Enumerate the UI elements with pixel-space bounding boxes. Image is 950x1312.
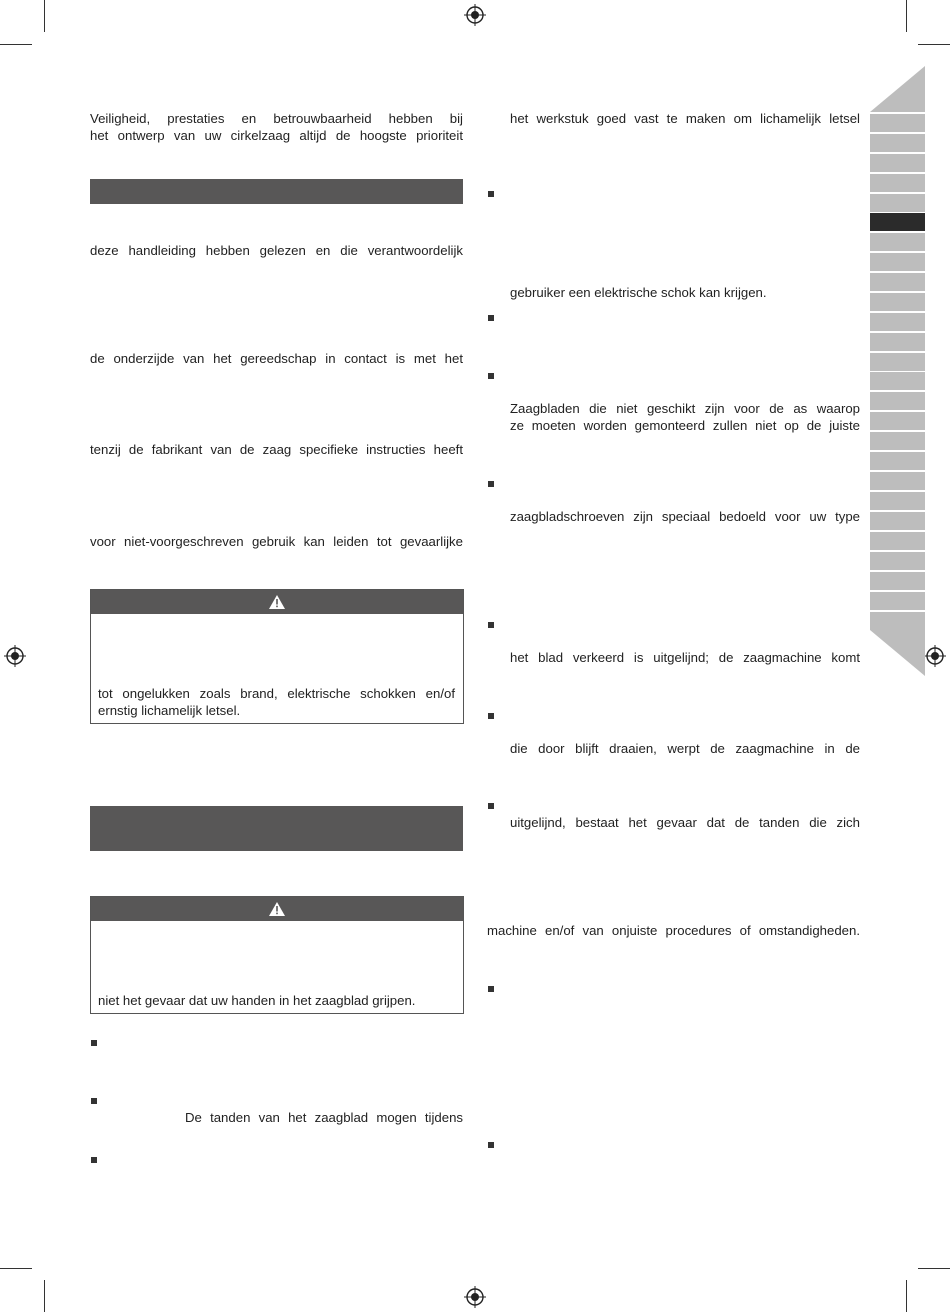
crop-mark	[0, 1268, 32, 1269]
language-tab	[870, 194, 925, 212]
square-bullet-icon	[488, 315, 494, 321]
crop-mark	[44, 1280, 45, 1312]
square-bullet-icon	[91, 1098, 97, 1104]
language-tab	[870, 333, 925, 351]
square-bullet-icon	[488, 1142, 494, 1148]
body-text: gebruiker een elektrische schok kan krijgen.	[510, 285, 767, 300]
language-tab	[870, 114, 925, 132]
warning-triangle-icon	[268, 901, 286, 917]
warning-box	[90, 589, 464, 724]
body-text: uitgelijnd, bestaat het gevaar dat de tanden die zich	[510, 815, 860, 830]
language-tab	[870, 612, 925, 630]
warning-text: niet het gevaar dat uw handen in het zaagblad grijpen.	[98, 993, 416, 1008]
language-tab	[870, 353, 925, 371]
body-text: het werkstuk goed vast te maken om lichamelijk letsel	[510, 111, 860, 126]
body-text: ze moeten worden gemonteerd zullen niet op de juiste	[510, 418, 860, 433]
body-text: tenzij de fabrikant van de zaag specifieke instructies heeft	[90, 442, 463, 457]
body-text: machine en/of van onjuiste procedures of omstandigheden.	[487, 923, 860, 938]
language-tab	[870, 273, 925, 291]
body-text: Zaagbladen die niet geschikt zijn voor de as waarop	[510, 401, 860, 416]
intro-line-1: Veiligheid, prestaties en betrouwbaarheid hebben bij	[90, 111, 463, 126]
body-text: die door blijft draaien, werpt de zaagmachine in de	[510, 741, 860, 756]
square-bullet-icon	[488, 191, 494, 197]
language-tab	[870, 452, 925, 470]
language-tab	[870, 134, 925, 152]
square-bullet-icon	[488, 481, 494, 487]
language-tab	[870, 392, 925, 410]
body-text: het blad verkeerd is uitgelijnd; de zaagmachine komt	[510, 650, 860, 665]
bullet-text: De tanden van het zaagblad mogen tijdens	[185, 1110, 463, 1125]
language-tab	[870, 552, 925, 570]
body-text: voor niet-voorgeschreven gebruik kan leiden tot gevaarlijke	[90, 534, 463, 549]
crop-mark	[906, 0, 907, 32]
language-tab	[870, 572, 925, 590]
language-tab	[870, 174, 925, 192]
language-tab	[870, 492, 925, 510]
language-tab	[870, 233, 925, 251]
body-text: deze handleiding hebben gelezen en die verantwoordelijk	[90, 243, 463, 258]
warning-box-header	[91, 590, 463, 614]
language-tab	[870, 253, 925, 271]
intro-line-2: het ontwerp van uw cirkelzaag altijd de hoogste prioriteit	[90, 128, 463, 143]
square-bullet-icon	[488, 622, 494, 628]
square-bullet-icon	[488, 986, 494, 992]
square-bullet-icon	[91, 1157, 97, 1163]
language-tab	[870, 372, 925, 390]
language-tab	[870, 313, 925, 331]
crop-mark	[918, 1268, 950, 1269]
square-bullet-icon	[488, 713, 494, 719]
warning-text: ernstig lichamelijk letsel.	[98, 703, 241, 718]
language-tab	[870, 412, 925, 430]
warning-triangle-icon	[268, 594, 286, 610]
warning-text: tot ongelukken zoals brand, elektrische schokken en/of	[98, 686, 455, 701]
crop-mark	[918, 44, 950, 45]
language-tab	[870, 432, 925, 450]
registration-mark-icon	[464, 4, 486, 26]
language-tab	[870, 472, 925, 490]
body-text: zaagbladschroeven zijn speciaal bedoeld voor uw type	[510, 509, 860, 524]
language-tab-strip	[870, 66, 925, 676]
language-tab	[870, 532, 925, 550]
square-bullet-icon	[488, 803, 494, 809]
language-tab	[870, 512, 925, 530]
warning-box-header	[91, 897, 463, 921]
section-header-bar	[90, 806, 463, 851]
crop-mark	[44, 0, 45, 32]
registration-mark-icon	[464, 1286, 486, 1308]
warning-box	[90, 896, 464, 1014]
section-header-bar	[90, 179, 463, 204]
square-bullet-icon	[488, 373, 494, 379]
language-tab	[870, 592, 925, 610]
crop-mark	[0, 44, 32, 45]
language-tab	[870, 293, 925, 311]
registration-mark-icon	[4, 645, 26, 667]
language-tab-active	[870, 213, 925, 231]
language-tab	[870, 154, 925, 172]
body-text: de onderzijde van het gereedschap in contact is met het	[90, 351, 463, 366]
tab-strip-top-corner	[870, 66, 925, 112]
registration-mark-icon	[924, 645, 946, 667]
square-bullet-icon	[91, 1040, 97, 1046]
crop-mark	[906, 1280, 907, 1312]
tab-strip-bottom-corner	[870, 630, 925, 676]
